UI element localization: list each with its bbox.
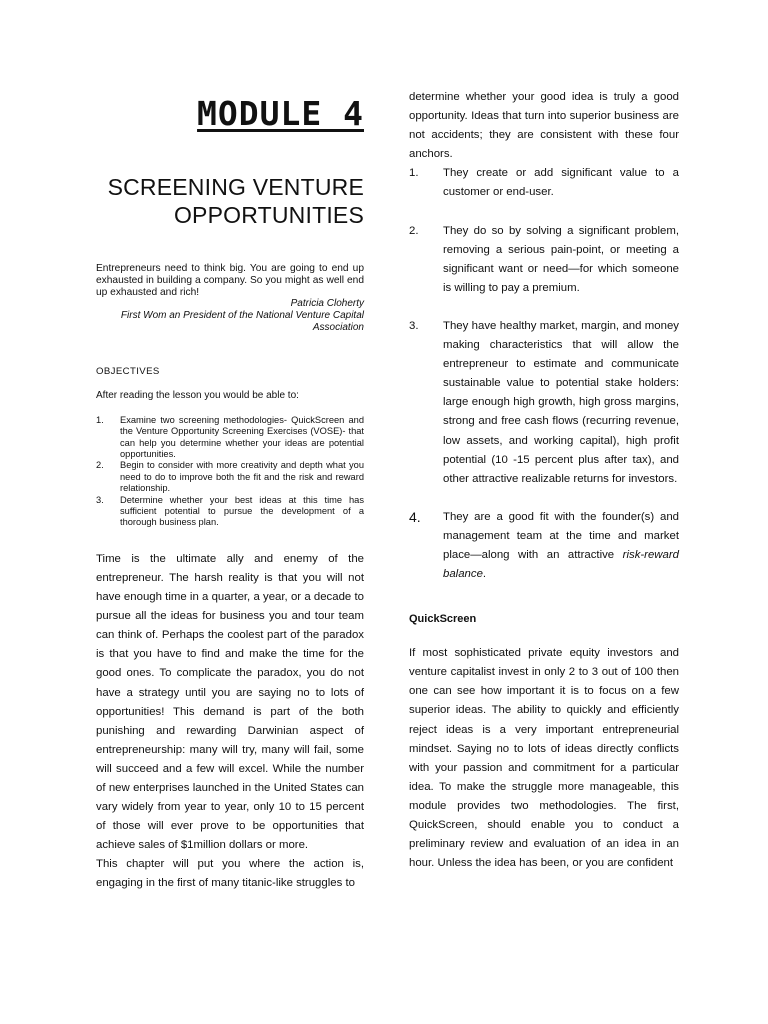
quote-attribution-title: First Wom an President of the National Venture Capital Association [120,310,364,333]
anchor-number: 1. [409,167,419,180]
objectives-heading: OBJECTIVES [96,365,160,377]
anchor-text-main: They are a good fit with the founder(s) and management team at the time and market place—along with an attractive [443,510,679,561]
objective-item [96,415,364,461]
epigraph-quote: Entrepreneurs need to think big. You are going to end up exhausted in building a company. So you might as well end up exhausted and rich! [96,263,364,298]
quote-attribution-name: Patricia Cloherty [290,298,364,310]
anchor-text-emphasis: risk-reward balance [443,548,679,581]
objective-number: 1. [96,414,104,425]
objective-text: Begin to consider with more creativity and depth what you need to do to improve both the fit and the risk and reward relationship. [120,460,364,494]
anchor-text: They do so by solving a significant problem, removing a serious pain-point, or meeting a significant want or need—for which someone is willing to pay a premium. [443,224,679,294]
objectives-intro: After reading the lesson you would be able to: [96,389,299,401]
anchor-number: 3. [409,319,419,332]
anchor-item [409,317,679,489]
module-title: MODULE 4 [197,94,364,133]
anchor-item [409,508,679,584]
objective-text: Examine two screening methodologies- QuickScreen and the Venture Opportunity Screening Exercises (VOSE)- that can help you determine whether your ideas are potential opportunities. [120,414,364,459]
objectives-list [96,415,364,529]
subtitle-line-1: SCREENING VENTURE [107,174,364,200]
objective-number: 3. [96,494,104,505]
body-paragraph-1: Time is the ultimate ally and enemy of the entrepreneur. The harsh reality is that you will not have enough time in a quarter, a year, or a decade to pursue all the ideas for business you and tour team can think of. Perhaps the coolest part of the paradox is that you have to find and make the time for the good ones. To complicate the paradox, you do not have a strategy until you are saying no to lots of opportunities! This demand is part of the both punishing and rewarding Darwinian aspect of entrepreneurship: many will try, many will fail, some will succeed and a few will excel. While the number of new enterprises launched in the United States can vary widely from year to year, only 10 to 15 percent of those will ever prove to be opportunities that achieve sales of $1million dollars or more. [96,552,364,852]
objective-item [96,460,364,494]
left-column [96,92,364,894]
chapter-subtitle [96,173,364,229]
body-paragraph-2: This chapter will put you where the action is, engaging in the first of many titanic-like struggles to [96,858,364,890]
anchor-item [409,222,679,298]
anchor-text: They have healthy market, margin, and money making characteristics that will allow the entrepreneur to estimate and communicate sustainable value to potential stake holders: large enough high growth, high gross margins, strong and free cash flows (recurring revenue, low assets, and working capital), high profit potential (10 -15 percent plus after tax), and other attractive realizable returns for investors. [443,319,679,485]
right-column [409,88,679,873]
anchor-text: They create or add significant value to a customer or end-user. [443,167,679,199]
objective-text: Determine whether your best ideas at this time has sufficient potential to pursue the development of a thorough business plan. [120,494,364,528]
quickscreen-paragraph: If most sophisticated private equity investors and venture capitalist invest in only 2 to 3 out of 100 then one can see how important it is to focus on a few superior ideas. The ability to quickly and efficiently reject ideas is a very important entrepreneurial mindset. Saying no to lots of ideas directly conflicts with your passion and commitment for a particular idea. To make the struggle more manageable, this module provides two methodologies. The first, QuickScreen, should enable you to conduct a preliminary review and evaluation of an idea in an hour. Unless the idea has been, or you are confident [409,647,679,870]
anchor-text-tail: . [482,568,487,581]
subtitle-line-2: OPPORTUNITIES [173,202,364,228]
anchor-text [443,508,679,584]
anchors-intro: determine whether your good idea is truly a good opportunity. Ideas that turn into superior business are not accidents; they are consistent with these four anchors. [409,91,679,161]
anchor-number: 2. [409,224,419,237]
objective-number: 2. [96,460,104,471]
quickscreen-heading: QuickScreen [409,613,477,626]
anchor-item [409,164,679,202]
anchors-list [409,164,679,584]
objective-item [96,495,364,529]
anchor-number: 4. [409,508,421,525]
